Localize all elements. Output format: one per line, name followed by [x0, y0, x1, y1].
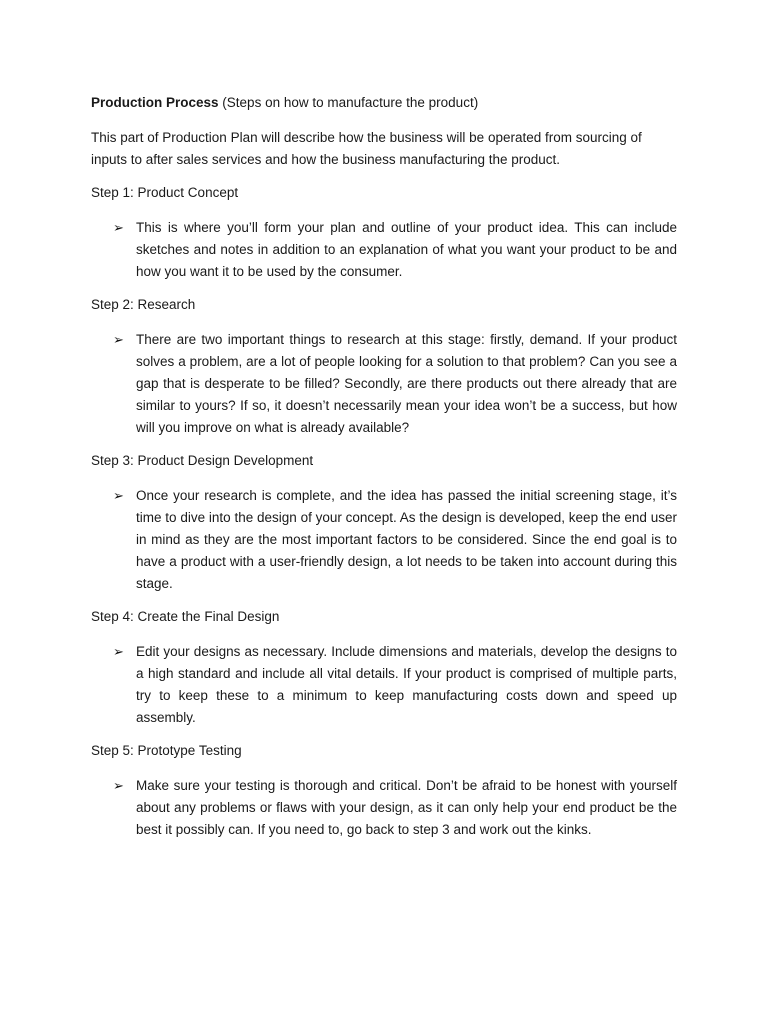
arrow-bullet-icon: ➢: [113, 488, 124, 503]
step-heading: Step 3: Product Design Development: [91, 453, 314, 468]
title-subtitle-text: (Steps on how to manufacture the product): [218, 95, 479, 110]
step-bullet: [91, 775, 677, 841]
step-heading: Step 1: Product Concept: [91, 185, 239, 200]
arrow-bullet-icon: ➢: [113, 644, 124, 659]
step-bullet: [91, 485, 677, 595]
arrow-bullet-icon: ➢: [113, 778, 124, 793]
arrow-bullet-icon: ➢: [113, 332, 124, 347]
step-bullet-text: Edit your designs as necessary. Include dimensions and materials, develop the designs to a high standard and include all vital details. If your product is comprised of multiple parts, try to keep these to a minimum to keep manufacturing costs down and speed up assembly.: [136, 644, 677, 725]
document-body: [91, 93, 677, 853]
step-bullet-text: This is where you’ll form your plan and outline of your product idea. This can include sketches and notes in addition to an explanation of what you want your product to be and how you want it to be used by the consumer.: [136, 220, 677, 279]
intro-paragraph: This part of Production Plan will describe how the business will be operated from sourcing of inputs to after sales services and how the business manufacturing the product.: [91, 130, 642, 167]
document-title: [91, 93, 677, 113]
step-bullet: [91, 217, 677, 283]
step-bullet: [91, 641, 677, 729]
step-heading: Step 4: Create the Final Design: [91, 609, 280, 624]
step-heading: Step 2: Research: [91, 297, 196, 312]
step-bullet-text: Make sure your testing is thorough and critical. Don’t be afraid to be honest with yourself about any problems or flaws with your design, as it can only help your end product be the best it possibly can. If you need to, go back to step 3 and work out the kinks.: [136, 778, 677, 837]
step-bullet-text: There are two important things to research at this stage: firstly, demand. If your product solves a problem, are a lot of people looking for a solution to that problem? Can you see a gap that is desperate to be filled? Secondly, are there products out there already that are similar to yours? If so, it doesn’t necessarily mean your idea won’t be a success, but how will you improve on what is already available?: [136, 332, 677, 435]
arrow-bullet-icon: ➢: [113, 220, 124, 235]
title-bold-text: Production Process: [91, 95, 219, 110]
step-bullet: [91, 329, 677, 439]
step-heading: Step 5: Prototype Testing: [91, 743, 242, 758]
step-bullet-text: Once your research is complete, and the idea has passed the initial screening stage, it’s time to dive into the design of your concept. As the design is developed, keep the end user in mind as they are the most important factors to be considered. Since the end goal is to have a product with a user-friendly design, a lot needs to be taken into account during this stage.: [136, 488, 677, 591]
